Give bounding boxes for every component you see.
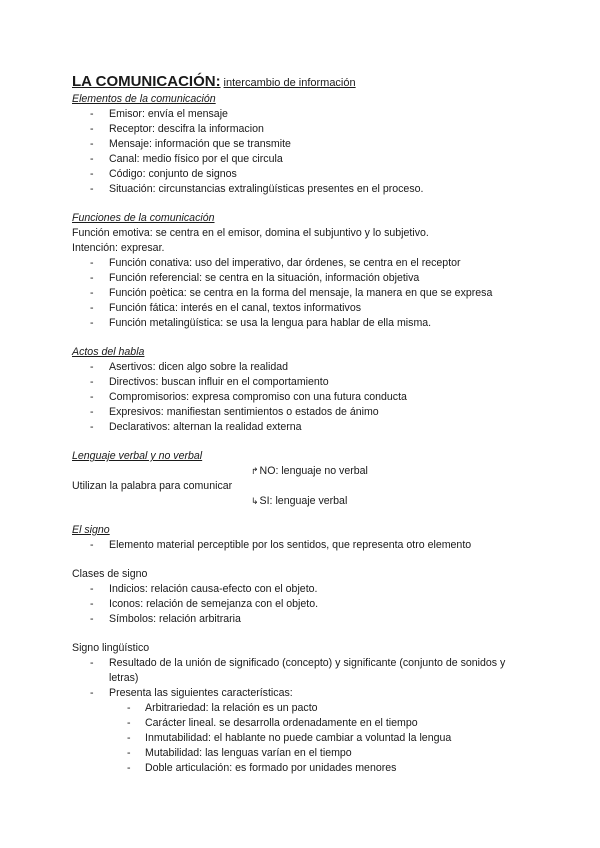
sub-list-item: - Arbitrariedad: la relación es un pacto [127, 702, 318, 714]
sub-list-item: - Carácter lineal. se desarrolla ordenadamente en el tiempo [127, 717, 418, 729]
bullet-dash: - [90, 257, 94, 269]
bullet-dash: - [90, 613, 94, 625]
section-heading-elementos: Elementos de la comunicación [72, 93, 216, 105]
bullet-dash: - [127, 732, 131, 744]
list-item: - Función referencial: se centra en la situación, información objetiva [90, 272, 420, 284]
bullet-dash: - [127, 747, 131, 759]
section-heading-actos: Actos del habla [72, 346, 145, 358]
page-subtitle: intercambio de información [223, 77, 356, 89]
funcion-emotiva-text: Función emotiva: se centra en el emisor, domina el subjuntivo y lo subjetivo. [72, 227, 429, 239]
bullet-dash: - [90, 317, 94, 329]
list-item: - Asertivos: dicen algo sobre la realidad [90, 361, 289, 373]
bullet-dash: - [90, 376, 94, 388]
bullet-dash: - [90, 138, 94, 150]
bullet-dash: - [90, 421, 94, 433]
bullet-dash: - [90, 183, 94, 195]
list-item: - Resultado de la unión de significado (concepto) y significante (conjunto de sonidos y letras) [90, 657, 506, 684]
sub-list-item: - Doble articulación: es formado por unidades menores [127, 762, 397, 774]
bullet-dash: - [90, 302, 94, 314]
list-item: - Código: conjunto de signos [90, 168, 237, 180]
bullet-dash: - [90, 168, 94, 180]
list-item: - Emisor: envía el mensaje [90, 108, 228, 120]
list-item: - Iconos: relación de semejanza con el objeto. [90, 598, 319, 610]
list-item: - Directivos: buscan influir en el comportamiento [90, 376, 329, 388]
sub-list-item: - Mutabilidad: las lenguas varían en el tiempo [127, 747, 352, 759]
page-title: LA COMUNICACIÓN: [72, 73, 221, 90]
list-item: - Función fática: interés en el canal, textos informativos [90, 302, 362, 314]
bullet-dash: - [90, 123, 94, 135]
list-item: - Mensaje: información que se transmite [90, 138, 291, 150]
bullet-dash: - [90, 153, 94, 165]
list-item: - Declarativos: alternan la realidad externa [90, 421, 302, 433]
bullet-dash: - [90, 657, 94, 669]
section-heading-signo: El signo [72, 524, 110, 536]
utilizan-text: Utilizan la palabra para comunicar [72, 480, 233, 492]
list-item: - Expresivos: manifiestan sentimientos o estados de ánimo [90, 406, 379, 418]
bullet-dash: - [90, 108, 94, 120]
bullet-dash: - [127, 717, 131, 729]
clases-label: Clases de signo [72, 568, 148, 580]
bullet-dash: - [90, 391, 94, 403]
bullet-dash: - [90, 272, 94, 284]
list-item: - Situación: circunstancias extralingüísticas presentes en el proceso. [90, 183, 424, 195]
bullet-dash: - [127, 702, 131, 714]
list-item: - Función metalingüística: se usa la lengua para hablar de ella misma. [90, 317, 432, 329]
bullet-dash: - [90, 406, 94, 418]
branch-up-icon: ↱ [251, 466, 259, 476]
list-item: - Presenta las siguientes características: [90, 687, 293, 699]
section-heading-lenguaje: Lenguaje verbal y no verbal [72, 450, 203, 462]
branch-si: ↳SI: lenguaje verbal [251, 495, 348, 507]
bullet-dash: - [90, 583, 94, 595]
bullet-dash: - [90, 287, 94, 299]
list-item: - Receptor: descifra la informacion [90, 123, 264, 135]
list-item: - Elemento material perceptible por los sentidos, que representa otro elemento [90, 539, 472, 551]
title-line [72, 72, 532, 92]
bullet-dash: - [90, 598, 94, 610]
list-item: - Función poètica: se centra en la forma del mensaje, la manera en que se expresa [90, 287, 493, 299]
sub-list-item: - Inmutabilidad: el hablante no puede cambiar a voluntad la lengua [127, 732, 452, 744]
branch-down-icon: ↳ [251, 496, 259, 506]
list-item: - Indicios: relación causa-efecto con el objeto. [90, 583, 318, 595]
document-page [72, 72, 532, 776]
bullet-dash: - [127, 762, 131, 774]
intencion-text: Intención: expresar. [72, 242, 165, 254]
list-item: - Función conativa: uso del imperativo, dar órdenes, se centra en el receptor [90, 257, 461, 269]
section-heading-funciones: Funciones de la comunicación [72, 212, 215, 224]
branch-no: ↱NO: lenguaje no verbal [251, 465, 368, 477]
list-item: - Símbolos: relación arbitraria [90, 613, 241, 625]
bullet-dash: - [90, 687, 94, 699]
bullet-dash: - [90, 539, 94, 551]
bullet-dash: - [90, 361, 94, 373]
linguistico-label: Signo lingüístico [72, 642, 150, 654]
list-item: - Compromisorios: expresa compromiso con una futura conducta [90, 391, 407, 403]
list-item: - Canal: medio físico por el que circula [90, 153, 283, 165]
